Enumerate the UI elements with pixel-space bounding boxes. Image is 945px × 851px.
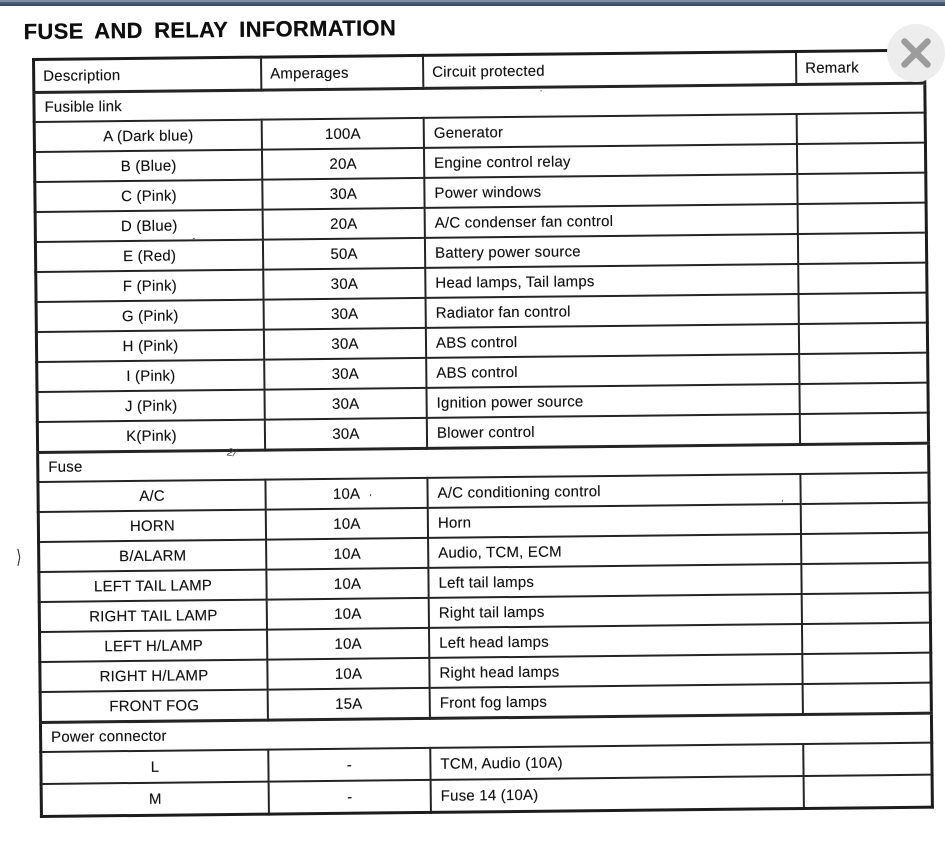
scan-artifact: ⟩ bbox=[16, 547, 22, 569]
cell-remark bbox=[800, 413, 929, 445]
cell-description: L bbox=[41, 750, 269, 784]
cell-circuit: Battery power source bbox=[425, 234, 798, 268]
cell-remark bbox=[802, 623, 931, 654]
cell-remark bbox=[803, 683, 932, 715]
cell-remark bbox=[799, 323, 928, 354]
cell-description: J (Pink) bbox=[37, 390, 265, 422]
cell-remark bbox=[800, 473, 929, 504]
cell-description: HORN bbox=[38, 510, 266, 542]
cell-amperage: - bbox=[269, 780, 431, 814]
cell-circuit: Right head lamps bbox=[429, 654, 802, 688]
column-header-remark: Remark bbox=[796, 50, 925, 84]
section-label: Power connector bbox=[40, 713, 931, 752]
scan-artifact: 2/ bbox=[226, 446, 238, 460]
cell-amperage: 10A bbox=[267, 628, 429, 660]
cell-amperage: 10A bbox=[266, 508, 428, 540]
cell-circuit: Left head lamps bbox=[429, 624, 802, 658]
cell-description: A/C bbox=[38, 480, 266, 512]
cell-description: RIGHT TAIL LAMP bbox=[39, 600, 267, 632]
cell-circuit: A/C conditioning control bbox=[427, 474, 800, 508]
cell-amperage: 10A bbox=[266, 568, 428, 600]
cell-amperage: 10A bbox=[266, 538, 428, 570]
cell-circuit: TCM, Audio (10A) bbox=[430, 744, 803, 780]
cell-circuit: Horn bbox=[428, 504, 801, 538]
cell-remark bbox=[799, 353, 928, 384]
scan-artifact: ' bbox=[779, 498, 784, 511]
cell-circuit: Audio, TCM, ECM bbox=[428, 534, 801, 568]
cell-remark bbox=[799, 383, 928, 414]
cell-amperage: 30A bbox=[263, 268, 425, 300]
column-header-amperages: Amperages bbox=[261, 55, 423, 90]
column-header-description: Description bbox=[34, 57, 262, 92]
cell-amperage: 20A bbox=[262, 148, 424, 180]
cell-description: C (Pink) bbox=[35, 180, 263, 212]
cell-remark bbox=[801, 503, 930, 534]
cell-amperage: 50A bbox=[263, 238, 425, 270]
close-button[interactable] bbox=[887, 24, 945, 82]
scan-artifact: · bbox=[539, 84, 544, 97]
cell-remark bbox=[797, 143, 926, 174]
fuse-relay-table bbox=[32, 49, 934, 818]
cell-circuit: Fuse 14 (10A) bbox=[431, 776, 804, 812]
cell-amperage: 30A bbox=[264, 358, 426, 390]
scan-artifact: ´ bbox=[188, 235, 197, 250]
cell-description: LEFT TAIL LAMP bbox=[39, 570, 267, 602]
section-label: Fuse bbox=[38, 443, 929, 482]
cell-description: I (Pink) bbox=[37, 360, 265, 392]
cell-description: E (Red) bbox=[35, 240, 263, 272]
cell-amperage: 30A bbox=[264, 298, 426, 330]
cell-remark bbox=[803, 743, 932, 776]
cell-circuit: Radiator fan control bbox=[426, 294, 799, 328]
cell-description: K(Pink) bbox=[37, 420, 265, 453]
cell-amperage: 100A bbox=[262, 118, 424, 150]
cell-circuit: Front fog lamps bbox=[430, 684, 803, 718]
cell-description: RIGHT H/LAMP bbox=[40, 660, 268, 692]
cell-circuit: Left tail lamps bbox=[428, 564, 801, 598]
page-title: FUSE AND RELAY INFORMATION bbox=[23, 15, 397, 45]
cell-amperage: 20A bbox=[263, 208, 425, 240]
cell-amperage: 30A bbox=[265, 418, 427, 450]
section-label: Fusible link bbox=[34, 83, 925, 122]
cell-remark bbox=[801, 533, 930, 564]
cell-amperage: 30A bbox=[264, 388, 426, 420]
scan-artifact: ' bbox=[369, 492, 372, 505]
cell-circuit: Head lamps, Tail lamps bbox=[425, 264, 798, 298]
cell-circuit: ABS control bbox=[426, 354, 799, 388]
cell-remark bbox=[801, 563, 930, 594]
cell-amperage: 15A bbox=[268, 688, 430, 720]
cell-remark bbox=[798, 233, 927, 264]
cell-circuit: Ignition power source bbox=[426, 384, 799, 418]
cell-description: D (Blue) bbox=[35, 210, 263, 242]
cell-remark bbox=[804, 775, 933, 809]
cell-amperage: 10A bbox=[265, 478, 427, 510]
cell-description: F (Pink) bbox=[36, 270, 264, 302]
cell-circuit: Right tail lamps bbox=[429, 594, 802, 628]
cell-circuit: Engine control relay bbox=[424, 144, 797, 178]
cell-remark bbox=[802, 653, 931, 684]
cell-amperage: 30A bbox=[264, 328, 426, 360]
close-icon bbox=[887, 24, 945, 82]
cell-description: H (Pink) bbox=[36, 330, 264, 362]
cell-amperage: 30A bbox=[262, 178, 424, 210]
cell-remark bbox=[798, 263, 927, 294]
cell-description: A (Dark blue) bbox=[34, 120, 262, 152]
cell-amperage: - bbox=[268, 748, 430, 782]
cell-description: G (Pink) bbox=[36, 300, 264, 332]
cell-circuit: Blower control bbox=[427, 414, 800, 448]
cell-circuit: ABS control bbox=[426, 324, 799, 358]
table-body bbox=[34, 83, 933, 816]
cell-description: B/ALARM bbox=[39, 540, 267, 572]
cell-remark bbox=[802, 593, 931, 624]
cell-remark bbox=[798, 203, 927, 234]
cell-description: B (Blue) bbox=[34, 150, 262, 182]
cell-circuit: Power windows bbox=[424, 174, 797, 208]
cell-circuit: A/C condenser fan control bbox=[425, 204, 798, 238]
cell-description: FRONT FOG bbox=[40, 690, 268, 723]
cell-remark bbox=[797, 173, 926, 204]
cell-remark bbox=[799, 293, 928, 324]
cell-amperage: 10A bbox=[267, 658, 429, 690]
cell-circuit: Generator bbox=[424, 114, 797, 148]
column-header-circuit-protected: Circuit protected bbox=[423, 52, 796, 89]
cell-description: M bbox=[41, 782, 269, 817]
cell-description: LEFT H/LAMP bbox=[40, 630, 268, 662]
cell-amperage: 10A bbox=[267, 598, 429, 630]
cell-remark bbox=[797, 113, 926, 144]
